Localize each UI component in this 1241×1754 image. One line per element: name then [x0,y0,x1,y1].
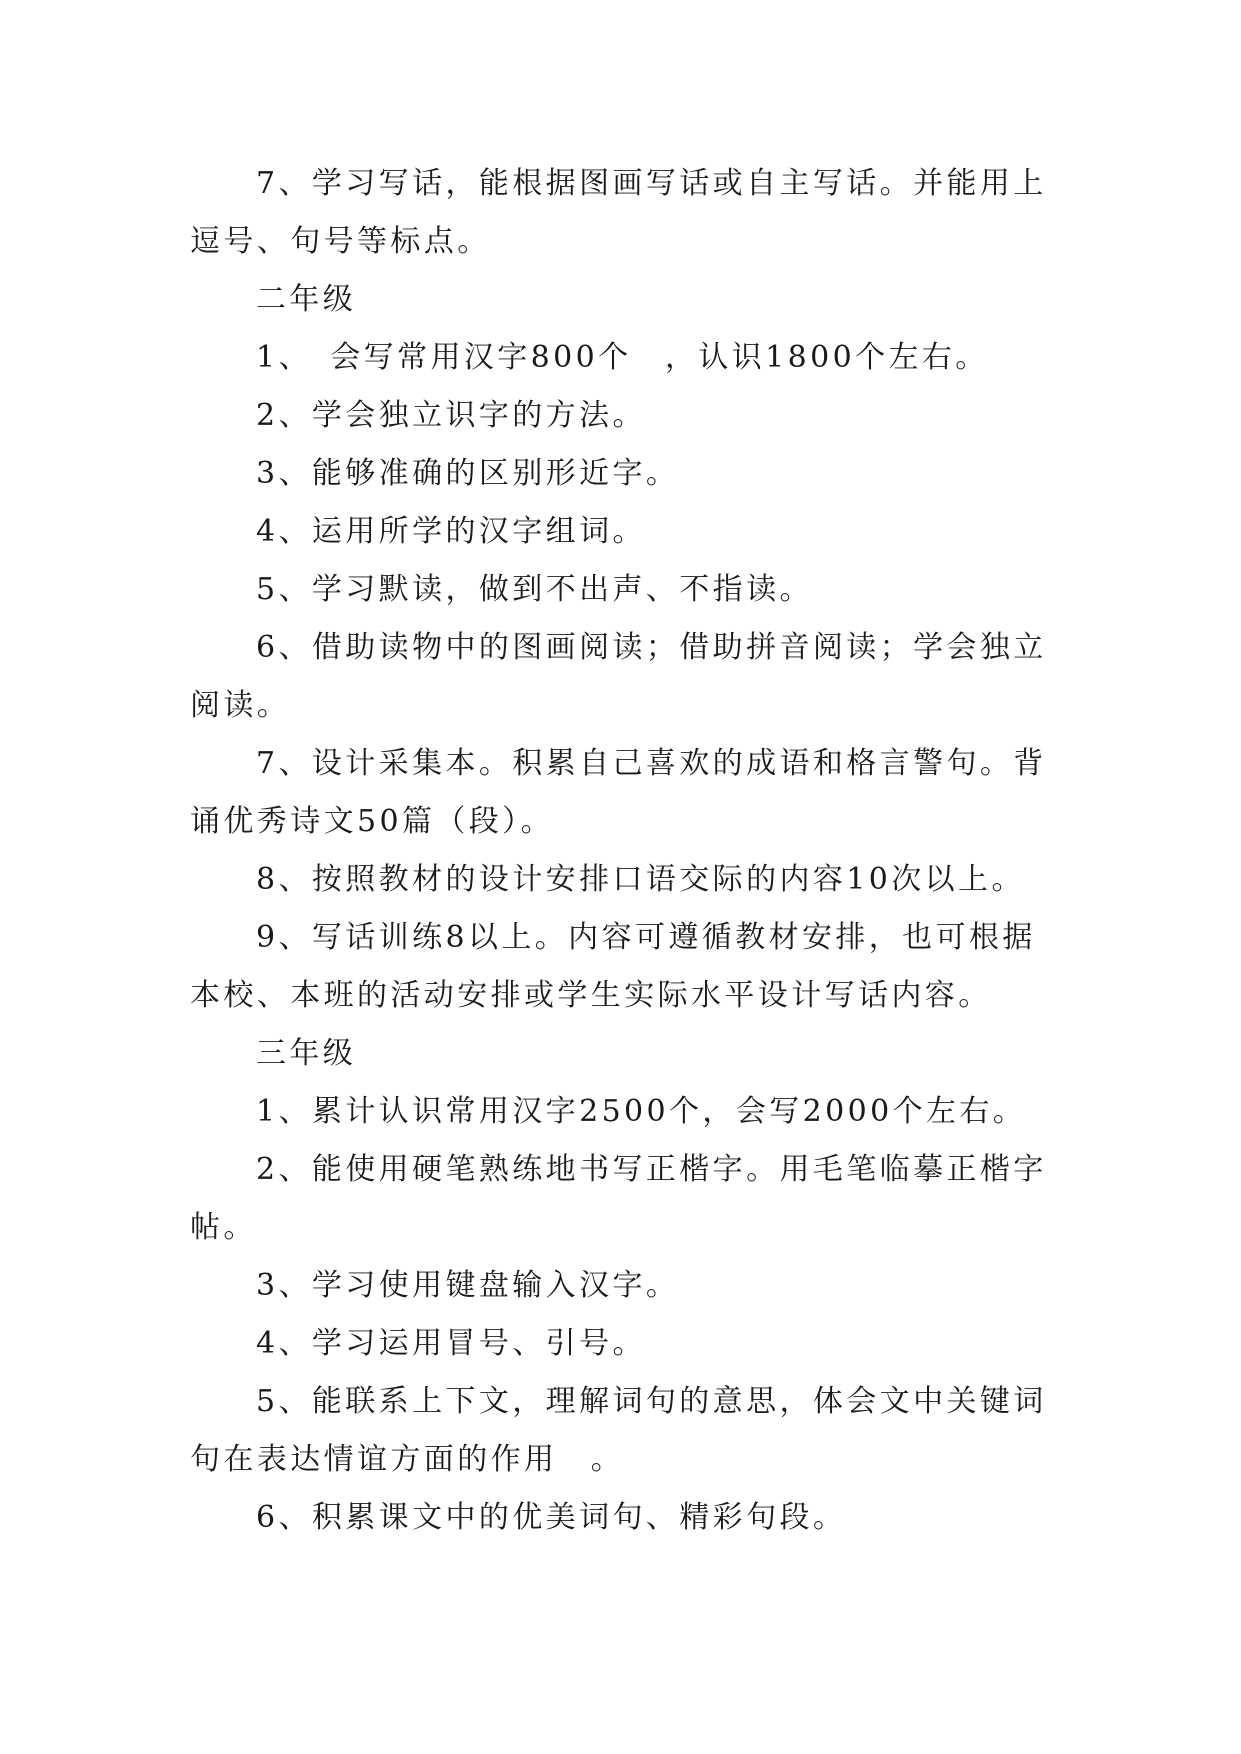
paragraph-grade3-item-5: 5、能联系上下文，理解词句的意思，体会文中关键词句在表达情谊方面的作用 。 [190,1384,1047,1477]
paragraph-grade3-item-2: 2、能使用硬笔熟练地书写正楷字。用毛笔临摹正楷字帖。 [190,1152,1047,1245]
paragraph-grade2-item-5: 5、学习默读，做到不出声、不指读。 [256,572,813,607]
paragraph-writing-practice: 7、学习写话，能根据图画写话或自主写话。并能用上逗号、句号等标点。 [190,166,1047,259]
paragraph-grade3-item-3: 3、学习使用键盘输入汉字。 [256,1268,680,1303]
paragraph-grade2-item-9: 9、写话训练8以上。内容可遵循教材安排，也可根据本校、本班的活动安排或学生实际水平设计写话内容。 [190,920,1036,1013]
paragraph-grade2-item-6: 6、借助读物中的图画阅读；借助拼音阅读；学会独立阅读。 [190,630,1047,723]
paragraph-grade3-item-1: 1、累计认识常用汉字2500个，会写2000个左右。 [256,1094,1027,1129]
heading-grade-three: 三年级 [256,1036,357,1071]
paragraph-grade3-item-4: 4、学习运用冒号、引号。 [256,1326,646,1361]
paragraph-grade2-item-4: 4、运用所学的汉字组词。 [256,514,646,549]
paragraph-grade2-item-3: 3、能够准确的区别形近字。 [256,456,680,491]
paragraph-grade2-item-1: 1、 会写常用汉字800个 ，认识1800个左右。 [256,340,989,375]
paragraph-grade3-item-6: 6、积累课文中的优美词句、精彩句段。 [256,1500,847,1535]
paragraph-grade2-item-2: 2、学会独立识字的方法。 [256,398,646,433]
document-body [190,155,1050,1547]
heading-grade-two: 二年级 [256,282,357,317]
paragraph-grade2-item-7: 7、设计采集本。积累自己喜欢的成语和格言警句。背诵优秀诗文50篇（段）。 [190,746,1047,839]
paragraph-grade2-item-8: 8、按照教材的设计安排口语交际的内容10次以上。 [256,862,1025,897]
